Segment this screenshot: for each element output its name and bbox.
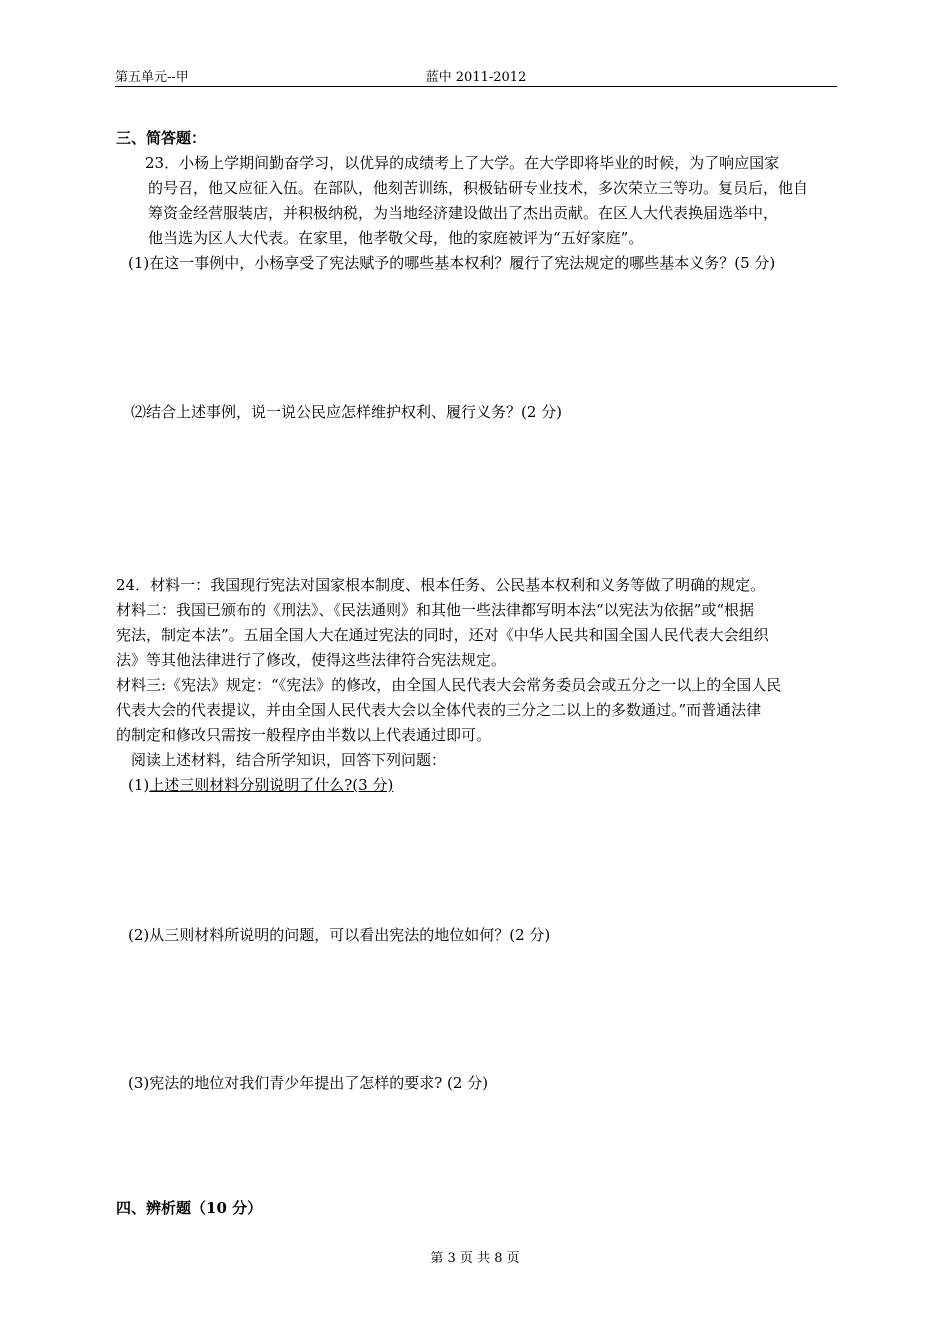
q23-line-1: 23．小杨上学期间勤奋学习，以优异的成绩考上了大学。在大学即将毕业的时候，为了响应国家 [145,154,780,172]
q23-line-2: 的号召，他又应征入伍。在部队，他刻苦训练，积极钻研专业技术，多次荣立三等功。复员后，他自 [148,179,809,197]
q24-line-3: 宪法，制定本法”。五届全国人大在通过宪法的同时，还对《中华人民共和国全国人民代表大会组织 [116,626,769,644]
page-footer: 第 3 页 共 8 页 [430,1251,520,1266]
section3-title: 三、简答题： [116,129,207,147]
q24-line-6: 代表大会的代表提议，并由全国人民代表大会以全体代表的三分之二以上的多数通过。”而普通法律 [116,701,762,719]
q24-line-1: 24．材料一：我国现行宪法对国家根本制度、根本任务、公民基本权利和义务等做了明确的规定。 [116,576,766,594]
section4-title: 四、辨析题（10 分） [116,1199,263,1217]
q24-line-2: 材料二：我国已颁布的《刑法》、《民法通则》和其他一些法律都写明本法“以宪法为依据”或“根据 [116,601,755,619]
header-left: 第五单元--甲 [115,70,189,85]
header-center: 蓝中 2011-2012 [425,70,527,85]
q24-line-4: 法》等其他法律进行了修改，使得这些法律符合宪法规定。 [116,651,507,669]
q23-line-3: 筹资金经营服装店，并积极纳税，为当地经济建设做出了杰出贡献。在区人大代表换届选举中， [148,204,779,222]
q24-sub1 [128,775,393,795]
q24-line-5: 材料三:《宪法》规定：“《宪法》的修改，由全国人民代表大会常务委员会或五分之一以上的全国人民 [116,676,782,694]
q24-sub1-number: (1) [128,776,150,794]
q23-sub1: (1)在这一事例中，小杨享受了宪法赋予的哪些基本权利？履行了宪法规定的哪些基本义务？(5 分) [128,254,776,272]
page-header [115,66,837,87]
q24-sub2: (2)从三则材料所说明的问题，可以看出宪法的地位如何？(2 分) [128,926,551,944]
q23-line-4: 他当选为区人大代表。在家里，他孝敬父母，他的家庭被评为“五好家庭”。 [148,229,644,247]
q24-sub3: (3)宪法的地位对我们青少年提出了怎样的要求? (2 分) [128,1074,489,1092]
q24-prompt: 阅读上述材料，结合所学知识，回答下列问题： [131,751,447,769]
q24-sub1-text: 上述三则材料分别说明了什么?(3 分) [149,776,394,794]
q24-line-7: 的制定和修改只需按一般程序由半数以上代表通过即可。 [116,726,492,744]
q23-sub2: ⑵结合上述事例，说一说公民应怎样维护权利、履行义务？(2 分) [131,403,563,421]
